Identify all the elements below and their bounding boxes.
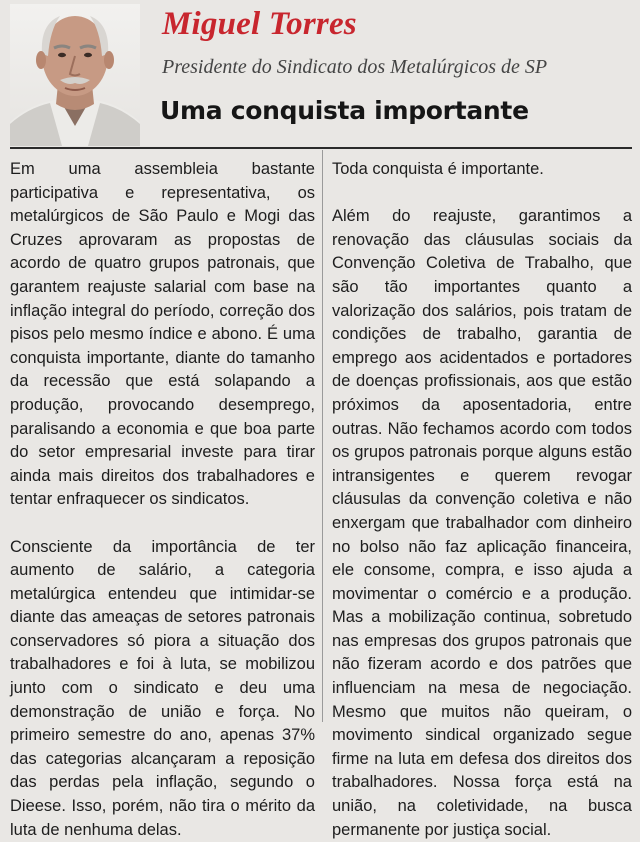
column-divider (322, 150, 323, 722)
paragraph: Em uma assembleia bastante participativa e representativa, os metalúrgicos de São Paulo e Mogi das Cruzes aprovaram as propostas de acordo de quatro grupos patronais, que garantem reajuste salarial com base na inflação integral do período, correção dos pisos pelo mesmo índice e abono. É uma conquista importante, diante do tamanho da recessão que está solapando a produção, provocando desemprego, paralisando a economia e que boa parte do setor empresarial investe para tirar ainda mais direitos dos trabalhadores e tentar enfraquecer os sindicatos. (10, 158, 315, 512)
right-column (332, 158, 632, 842)
article-headline: Uma conquista importante (160, 96, 529, 125)
author-name: Miguel Torres (162, 6, 357, 43)
paragraph: Além do reajuste, garantimos a renovação das cláusulas sociais da Convenção Coletiva de Trabalho, que são tão importantes quanto a valorização dos salários, pois tratam de condições de trabalho, garantia de emprego aos acidentados e portadores de doenças profissionais, aos que estão próximos da aposentadoria, entre outras. Não fechamos acordo com todos os grupos patronais porque alguns estão intransigentes e querem revogar cláusulas da convenção coletiva e não enxergam que trabalhador com dinheiro no bolso não faz aplicação financeira, ele consome, compra, e isso ajuda a movimentar o comércio e a produção. Mas a mobilização continua, sobretudo nas empresas dos grupos patronais que não fizeram acordo e dos patrões que influenciam na mesa de negociação. Mesmo que muitos não queiram, o movimento sindical organizado segue firme na luta em defesa dos direitos dos trabalhadores. Nossa força está na união, na coletividade, na busca permanente por justiça social. (332, 205, 632, 842)
paragraph: Consciente da importância de ter aumento de salário, a categoria metalúrgica entendeu que intimidar-se diante das ameaças de setores patronais conservadores só piora a situação dos trabalhadores e foi à luta, se mobilizou junto com o sindicato e deu uma demonstração de união e força. No primeiro semestre do ano, apenas 37% das categorias alcançaram a reposição das perdas pela inflação, segundo o Dieese. Isso, porém, não tira o mérito da luta de nenhuma delas. (10, 536, 315, 842)
header-rule (10, 147, 632, 149)
column-header (0, 0, 640, 145)
author-photo (10, 4, 140, 146)
author-portrait-icon (10, 4, 140, 146)
author-role: Presidente do Sindicato dos Metalúrgicos de SP (162, 56, 547, 79)
left-column (10, 158, 315, 842)
paragraph: Toda conquista é importante. (332, 158, 632, 182)
